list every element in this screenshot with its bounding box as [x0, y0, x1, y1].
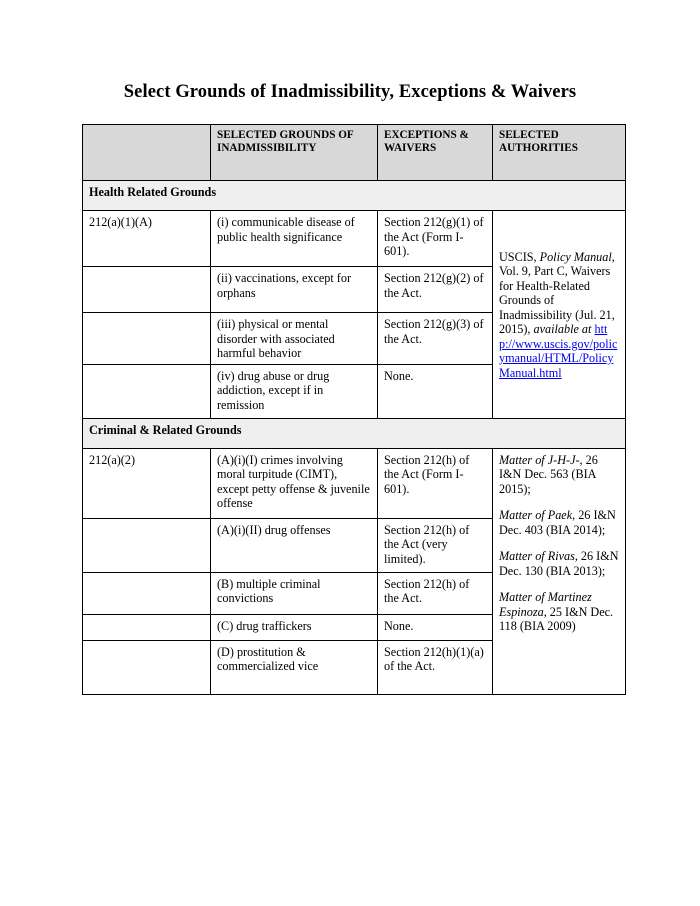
table-header-row [83, 125, 626, 181]
authority-entry [499, 453, 619, 497]
case-name: Matter of Rivas [499, 549, 575, 563]
exception-cell: None. [378, 364, 493, 418]
header-authorities: SELECTED AUTHORITIES [493, 125, 626, 181]
section-label-criminal: Criminal & Related Grounds [83, 418, 626, 448]
exception-cell: Section 212(h) of the Act. [378, 572, 493, 614]
case-cite: , 26 I&N Dec. 563 (BIA 2015); [499, 452, 598, 496]
authority-italic-available-at: available at [533, 322, 592, 336]
authority-entry [499, 590, 619, 634]
statute-cell [83, 640, 211, 694]
exception-cell: Section 212(h) of the Act (very limited). [378, 518, 493, 572]
statute-cell [83, 518, 211, 572]
header-section [83, 125, 211, 181]
ground-cell: (D) prostitution & commercialized vice [211, 640, 378, 694]
exception-cell: Section 212(h)(1)(a) of the Act. [378, 640, 493, 694]
exception-cell: Section 212(g)(3) of the Act. [378, 313, 493, 365]
ground-cell: (A)(i)(I) crimes involving moral turpitude (CIMT), except petty offense & juvenile offense [211, 448, 378, 518]
authority-prefix: USCIS, [499, 249, 540, 264]
authority-entry [499, 549, 619, 578]
section-header-health [83, 181, 626, 211]
statute-cell [83, 614, 211, 640]
case-name: Matter of Paek [499, 508, 573, 522]
page-title: Select Grounds of Inadmissibility, Exceptions & Waivers [123, 82, 577, 102]
ground-cell: (i) communicable disease of public health significance [211, 211, 378, 267]
section-label-health: Health Related Grounds [83, 181, 626, 211]
exception-cell: None. [378, 614, 493, 640]
header-grounds: SELECTED GROUNDS OF INADMISSIBILITY [211, 125, 378, 181]
statute-cell [83, 572, 211, 614]
header-exceptions: EXCEPTIONS & WAIVERS [378, 125, 493, 181]
authority-middle: , Vol. 9, Part C, Waivers for Health-Related Grounds of Inadmissibility (Jul. 21, 2015), [499, 249, 615, 336]
case-cite: , 25 I&N Dec. 118 (BIA 2009) [499, 604, 614, 633]
ground-cell: (iv) drug abuse or drug addiction, except if in remission [211, 364, 378, 418]
table-row [83, 211, 626, 267]
case-cite: , 26 I&N Dec. 130 (BIA 2013); [499, 549, 619, 578]
statute-cell [83, 313, 211, 365]
authority-italic-policy-manual: Policy Manual [539, 249, 612, 264]
ground-cell: (C) drug traffickers [211, 614, 378, 640]
table-row [83, 448, 626, 518]
statute-cell: 212(a)(2) [83, 448, 211, 518]
authority-cell-health [493, 211, 626, 419]
exception-cell: Section 212(g)(2) of the Act. [378, 267, 493, 313]
authority-entry [499, 508, 619, 537]
exception-cell: Section 212(g)(1) of the Act (Form I-601). [378, 211, 493, 267]
statute-cell [83, 364, 211, 418]
case-name: Matter of Martinez Espinoza [499, 590, 592, 619]
policy-manual-link[interactable]: http://www.uscis.gov/policymanual/HTML/PolicyManual.html [499, 322, 618, 380]
ground-cell: (A)(i)(II) drug offenses [211, 518, 378, 572]
statute-cell: 212(a)(1)(A) [83, 211, 211, 267]
case-name: Matter of J-H-J- [499, 452, 580, 467]
ground-cell: (B) multiple criminal convictions [211, 572, 378, 614]
case-cite: , 26 I&N Dec. 403 (BIA 2014); [499, 508, 616, 537]
exception-cell: Section 212(h) of the Act (Form I-601). [378, 448, 493, 518]
statute-cell [83, 267, 211, 313]
section-header-criminal [83, 418, 626, 448]
authority-cell-criminal [493, 448, 626, 694]
ground-cell: (iii) physical or mental disorder with associated harmful behavior [211, 313, 378, 365]
grounds-table [82, 124, 626, 695]
ground-cell: (ii) vaccinations, except for orphans [211, 267, 378, 313]
